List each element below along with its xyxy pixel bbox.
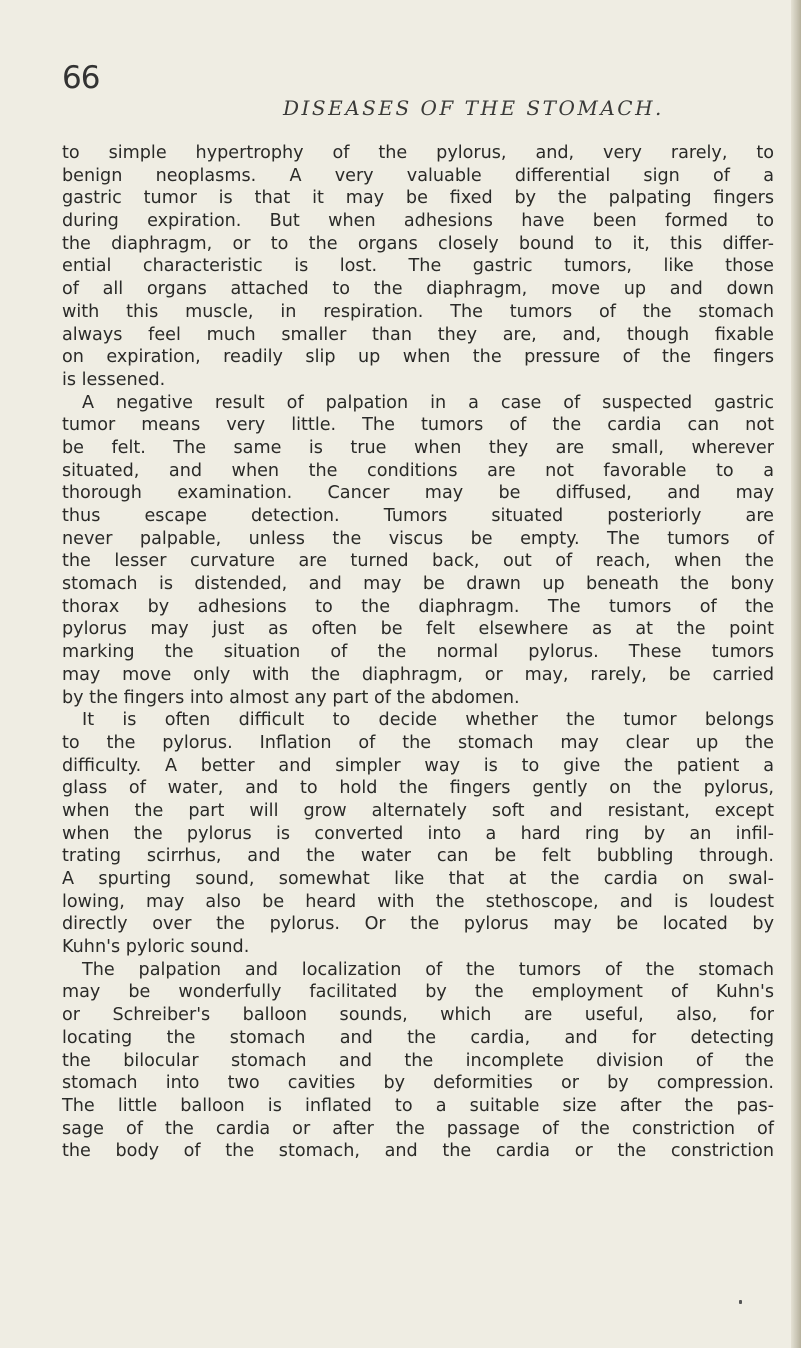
text-line: marking the situation of the normal pylorus. These tumors (62, 642, 774, 663)
text-line: directly over the pylorus. Or the pylorus may be located by (62, 914, 774, 935)
body-text (62, 142, 774, 1163)
text-line: to the pylorus. Inflation of the stomach may clear up the (62, 732, 774, 753)
text-line: when the part will grow alternately soft and resistant, except (62, 800, 774, 821)
text-line: the lesser curvature are turned back, out of reach, when the (62, 551, 774, 572)
page-edge-shadow (791, 0, 801, 1348)
text-line: The little balloon is inflated to a suitable size after the pas- (62, 1095, 774, 1116)
text-line: the body of the stomach, and the cardia or the constriction (62, 1141, 774, 1162)
text-line: may move only with the diaphragm, or may, rarely, be carried (62, 664, 774, 685)
text-line: A spurting sound, somewhat like that at the cardia on swal- (62, 869, 774, 889)
text-line: sage of the cardia or after the passage of the constriction of (62, 1118, 774, 1139)
text-line: or Schreiber's balloon sounds, which are useful, also, for (62, 1005, 774, 1026)
text-line: difficulty. A better and simpler way is to give the patient a (62, 755, 774, 776)
text-line: pylorus may just as often be felt elsewhere as at the point (62, 619, 774, 640)
text-line: never palpable, unless the viscus be empty. The tumors of (62, 528, 774, 549)
text-line: thorough examination. Cancer may be diffused, and may (62, 483, 774, 504)
text-line: stomach into two cavities by deformities or by compression. (62, 1073, 774, 1094)
text-line: benign neoplasms. A very valuable differential sign of a (62, 165, 774, 186)
text-line: stomach is distended, and may be drawn up beneath the bony (62, 574, 774, 595)
text-line: situated, and when the conditions are not favorable to a (62, 460, 774, 481)
text-line: may be wonderfully facilitated by the employment of Kuhn's (62, 982, 774, 1003)
paragraph-start-line: The palpation and localization of the tumors of the stomach (82, 959, 774, 980)
paragraph-start-line: It is often difficult to decide whether the tumor belongs (82, 710, 774, 731)
text-line: during expiration. But when adhesions have been formed to (62, 211, 774, 232)
text-line: always feel much smaller than they are, and, though fixable (62, 324, 774, 345)
text-line: thus escape detection. Tumors situated posteriorly are (62, 506, 774, 526)
running-head: DISEASES OF THE STOMACH. (283, 96, 664, 120)
text-line: on expiration, readily slip up when the pressure of the fingers (62, 347, 774, 368)
text-line: is lessened. (62, 369, 166, 390)
text-line: thorax by adhesions to the diaphragm. The tumors of the (62, 596, 774, 617)
paragraph-start-line: A negative result of palpation in a case of suspected gastric (82, 392, 774, 413)
ink-speck (739, 1300, 742, 1304)
text-line: by the fingers into almost any part of the abdomen. (62, 687, 520, 708)
text-line: lowing, may also be heard with the stethoscope, and is loudest (62, 891, 774, 912)
text-line: when the pylorus is converted into a hard ring by an infil- (62, 823, 774, 844)
text-line: with this muscle, in respiration. The tumors of the stomach (62, 301, 774, 322)
text-line: glass of water, and to hold the fingers gently on the pylorus, (62, 778, 774, 799)
text-line: the diaphragm, or to the organs closely bound to it, this differ- (62, 233, 774, 254)
text-line: gastric tumor is that it may be fixed by the palpating fingers (62, 188, 774, 209)
text-line: tumor means very little. The tumors of the cardia can not (62, 415, 774, 436)
text-line: the bilocular stomach and the incomplete division of the (62, 1050, 774, 1071)
text-line: trating scirrhus, and the water can be felt bubbling through. (62, 846, 774, 867)
page-number: 66 (62, 60, 100, 96)
text-line: locating the stomach and the cardia, and for detecting (62, 1027, 774, 1048)
text-line: ential characteristic is lost. The gastric tumors, like those (62, 256, 774, 277)
text-line: of all organs attached to the diaphragm, move up and down (62, 279, 774, 300)
text-line: be felt. The same is true when they are small, wherever (62, 437, 774, 458)
text-line: Kuhn's pyloric sound. (62, 937, 250, 958)
text-line: to simple hypertrophy of the pylorus, and, very rarely, to (62, 143, 774, 163)
